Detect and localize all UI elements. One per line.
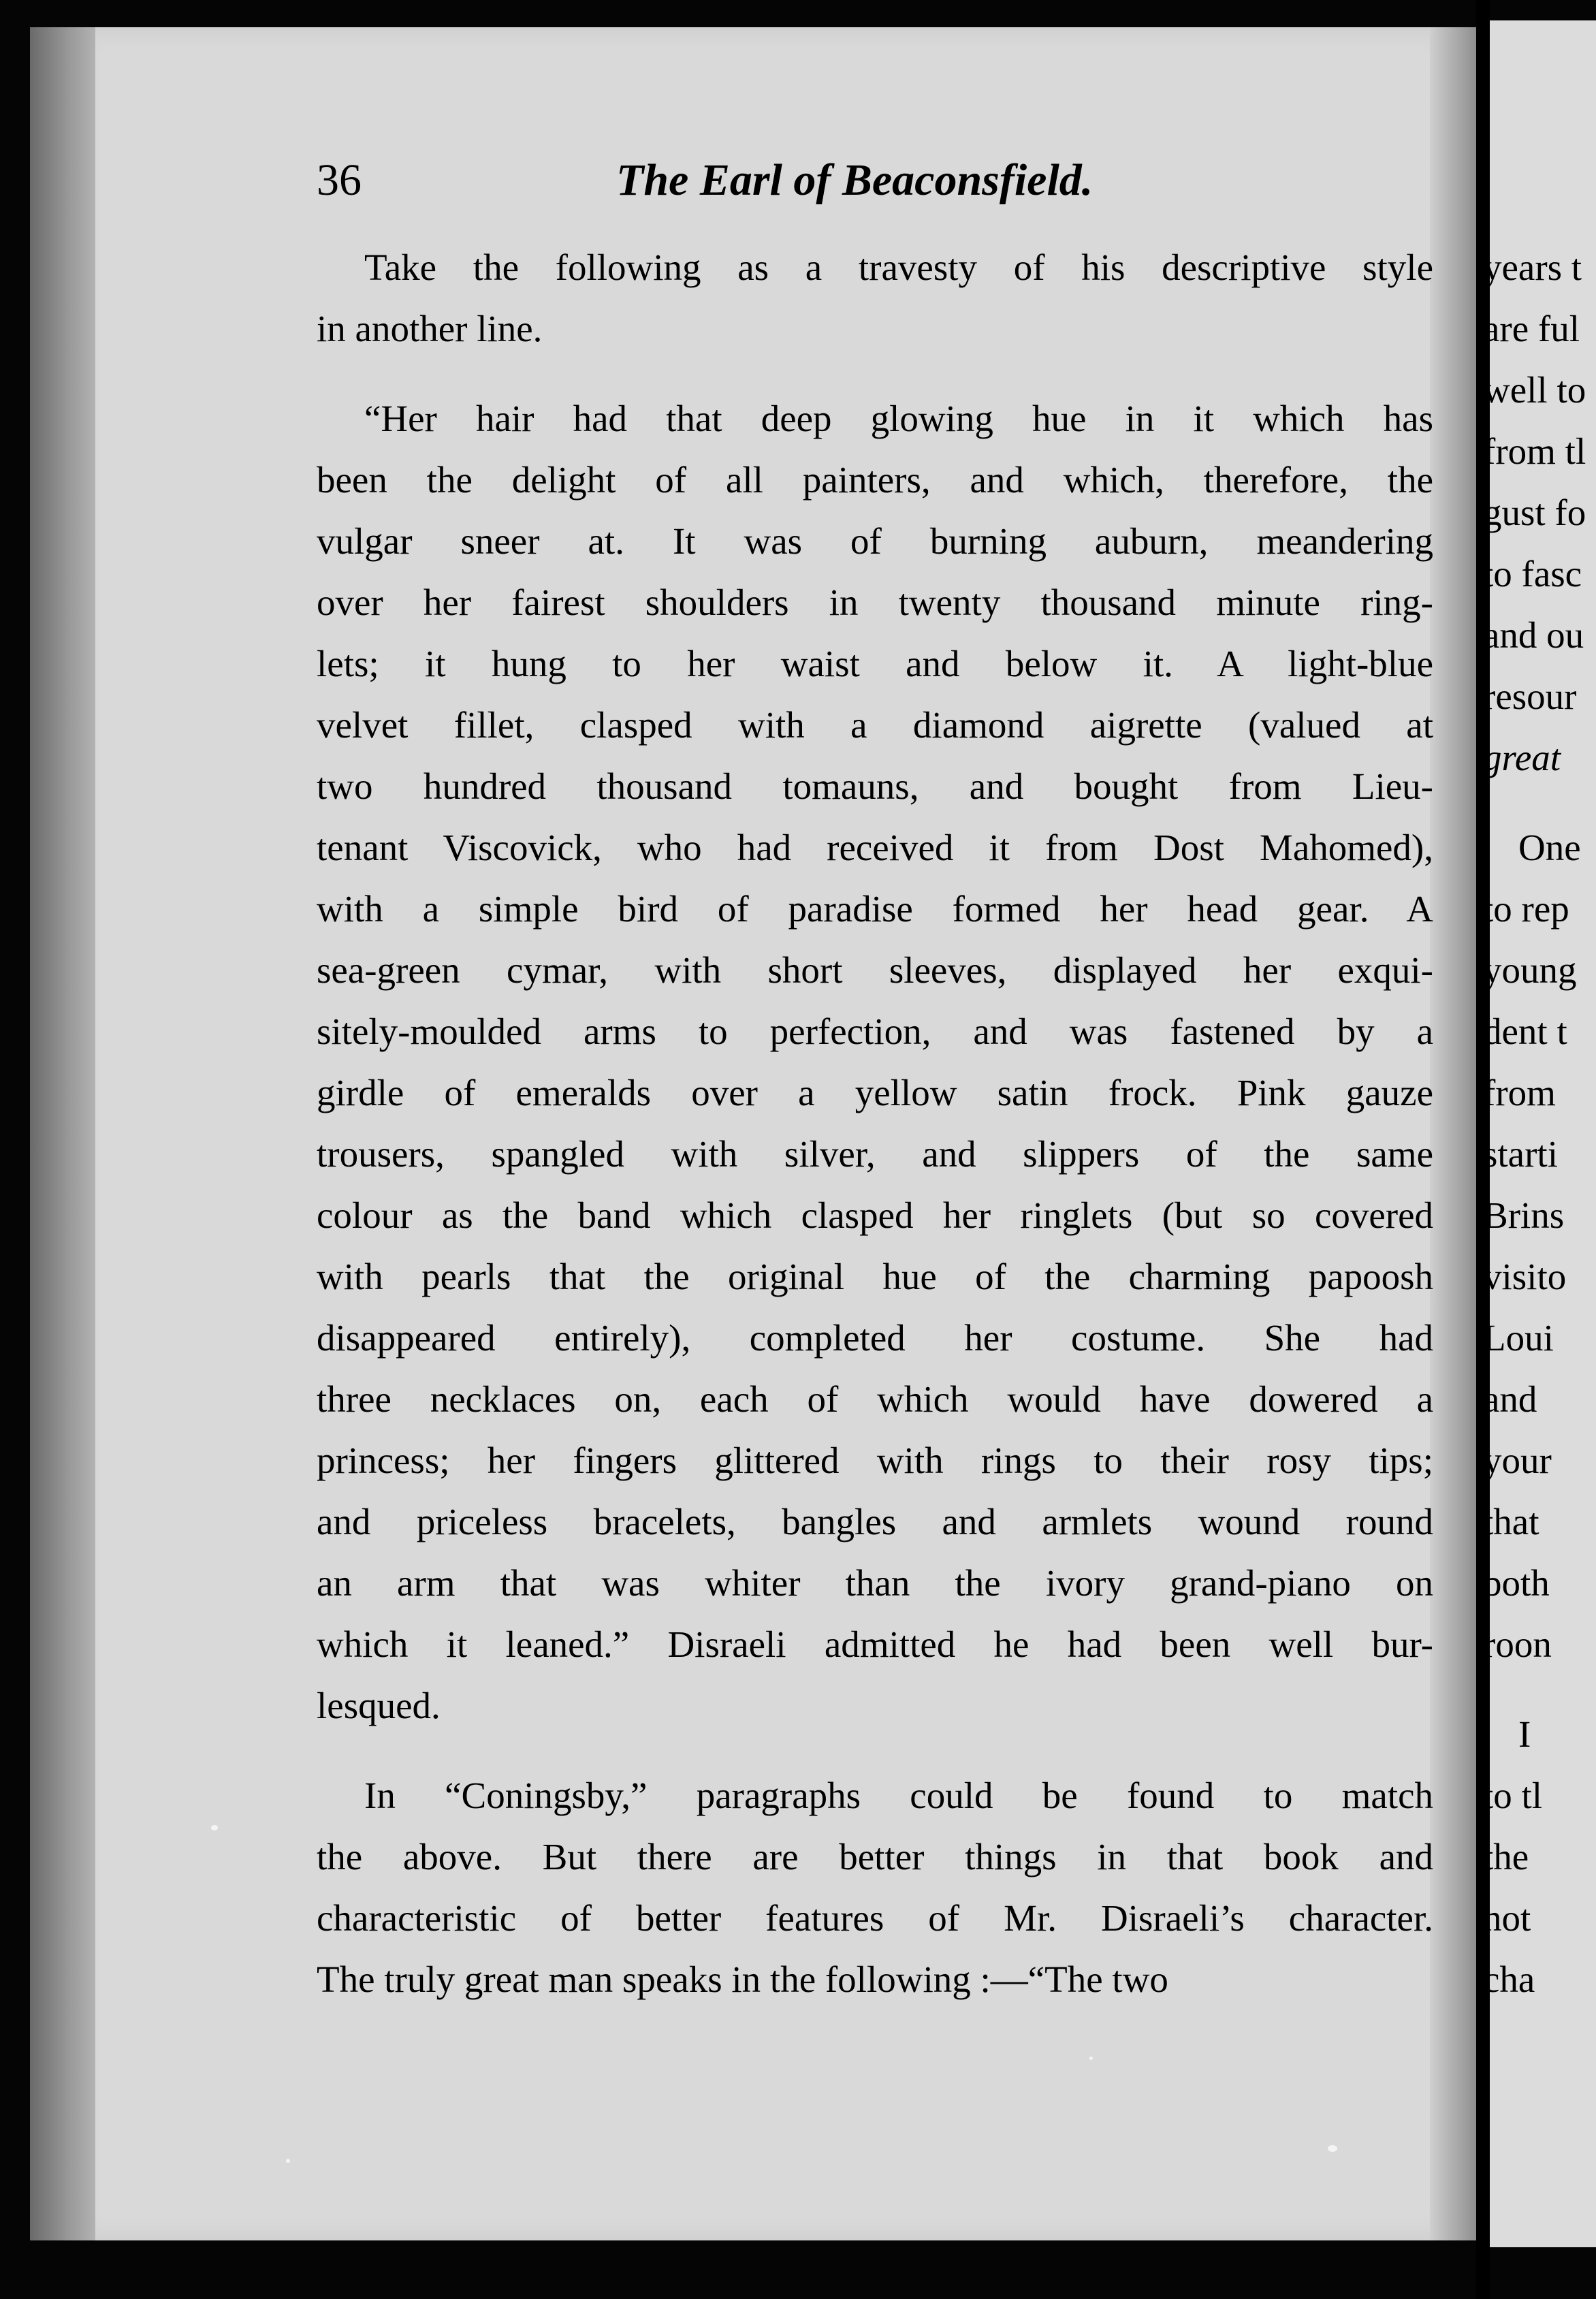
facing-page-line: and ou [1483, 614, 1584, 656]
facing-page-text [1478, 237, 1596, 2010]
book-spine-edge [30, 27, 97, 2240]
facing-page-line: starti [1483, 1133, 1558, 1175]
facing-page-line: the [1483, 1836, 1529, 1877]
facing-page-line: great [1483, 737, 1561, 778]
page-number: 36 [317, 155, 362, 205]
facing-page-line: to tl [1483, 1775, 1543, 1816]
facing-page-line: resour [1483, 676, 1577, 717]
text-line: sitely-moulded arms to perfection, and was fastened by a [317, 1011, 1433, 1052]
text-line: an arm that was whiter than the ivory grand-piano on [317, 1562, 1433, 1604]
facing-page-line: are ful [1483, 308, 1580, 349]
facing-page-line: young [1483, 949, 1577, 991]
facing-page-line: roon [1483, 1623, 1552, 1665]
paragraph-gap [1478, 789, 1596, 817]
text-line: disappeared entirely), completed her costume. She had [317, 1317, 1433, 1359]
facing-page-line: from [1483, 1072, 1556, 1113]
page-header [317, 153, 1406, 208]
paragraph-gap [317, 360, 1433, 388]
text-line: with pearls that the original hue of the charming papoosh [317, 1256, 1433, 1297]
gutter-shadow [1430, 27, 1476, 2240]
paragraph-gap [317, 1737, 1433, 1765]
paragraph-gap [1478, 1675, 1596, 1704]
body-text [317, 237, 1433, 2010]
text-line: which it leaned.” Disraeli admitted he had been well bur- [317, 1623, 1433, 1665]
facing-page-line: to fasc [1483, 553, 1582, 594]
text-line: over her fairest shoulders in twenty thousand minute ring- [317, 582, 1433, 623]
facing-page-line: Brins [1483, 1194, 1565, 1236]
facing-page-line: and [1483, 1378, 1537, 1420]
facing-page-line: not [1483, 1897, 1531, 1939]
text-line: the above. But there are better things in that book and [317, 1836, 1433, 1877]
text-line: Take the following as a travesty of his descriptive style [364, 247, 1433, 288]
text-line: lets; it hung to her waist and below it. A light-blue [317, 643, 1433, 684]
paper-speck [1089, 2057, 1093, 2060]
text-line: characteristic of better features of Mr. Disraeli’s character. [317, 1897, 1433, 1939]
facing-page-line: gust fo [1483, 492, 1586, 533]
facing-page-line: One [1518, 827, 1581, 868]
text-line: trousers, spangled with silver, and slippers of the same [317, 1133, 1433, 1175]
facing-page-line: visito [1483, 1256, 1567, 1297]
facing-page-line: to rep [1483, 888, 1569, 930]
text-line: velvet fillet, clasped with a diamond aigrette (valued at [317, 704, 1433, 746]
text-line: “Her hair had that deep glowing hue in it which has [364, 398, 1433, 439]
text-line: in another line. [317, 308, 543, 349]
text-line: sea-green cymar, with short sleeves, displayed her exqui- [317, 949, 1433, 991]
text-line: been the delight of all painters, and which, therefore, the [317, 459, 1433, 501]
text-line: vulgar sneer at. It was of burning auburn, meandering [317, 520, 1433, 562]
facing-page-line: well to [1483, 369, 1586, 411]
facing-page-line: from tl [1483, 430, 1586, 472]
text-line: and priceless bracelets, bangles and armlets wound round [317, 1501, 1433, 1542]
text-line: with a simple bird of paradise formed her head gear. A [317, 888, 1433, 930]
facing-page-line: that [1483, 1501, 1539, 1542]
text-line: tenant Viscovick, who had received it from Dost Mahomed), [317, 827, 1433, 868]
text-line: colour as the band which clasped her ringlets (but so covered [317, 1194, 1433, 1236]
text-line: girdle of emeralds over a yellow satin frock. Pink gauze [317, 1072, 1433, 1113]
paper-speck [286, 2159, 290, 2163]
text-line: lesqued. [317, 1685, 441, 1726]
facing-page-line: Loui [1483, 1317, 1554, 1359]
text-line: In “Coningsby,” paragraphs could be found to match [364, 1775, 1433, 1816]
text-line: two hundred thousand tomauns, and bought from Lieu- [317, 765, 1433, 807]
paper-speck [211, 1825, 218, 1830]
facing-page-line: your [1483, 1440, 1552, 1481]
facing-page-line: both [1483, 1562, 1550, 1604]
text-line: three necklaces on, each of which would have dowered a [317, 1378, 1433, 1420]
facing-page-line: I [1518, 1713, 1531, 1755]
paper-speck [1328, 2145, 1337, 2152]
facing-page-line: cha [1483, 1959, 1535, 2000]
text-line: princess; her fingers glittered with rings to their rosy tips; [317, 1440, 1433, 1481]
text-line: The truly great man speaks in the following :—“The two [317, 1959, 1168, 2000]
facing-page-line: dent t [1483, 1011, 1567, 1052]
running-title: The Earl of Beaconsfield. [616, 155, 1094, 205]
facing-page-line: years t [1483, 247, 1582, 288]
